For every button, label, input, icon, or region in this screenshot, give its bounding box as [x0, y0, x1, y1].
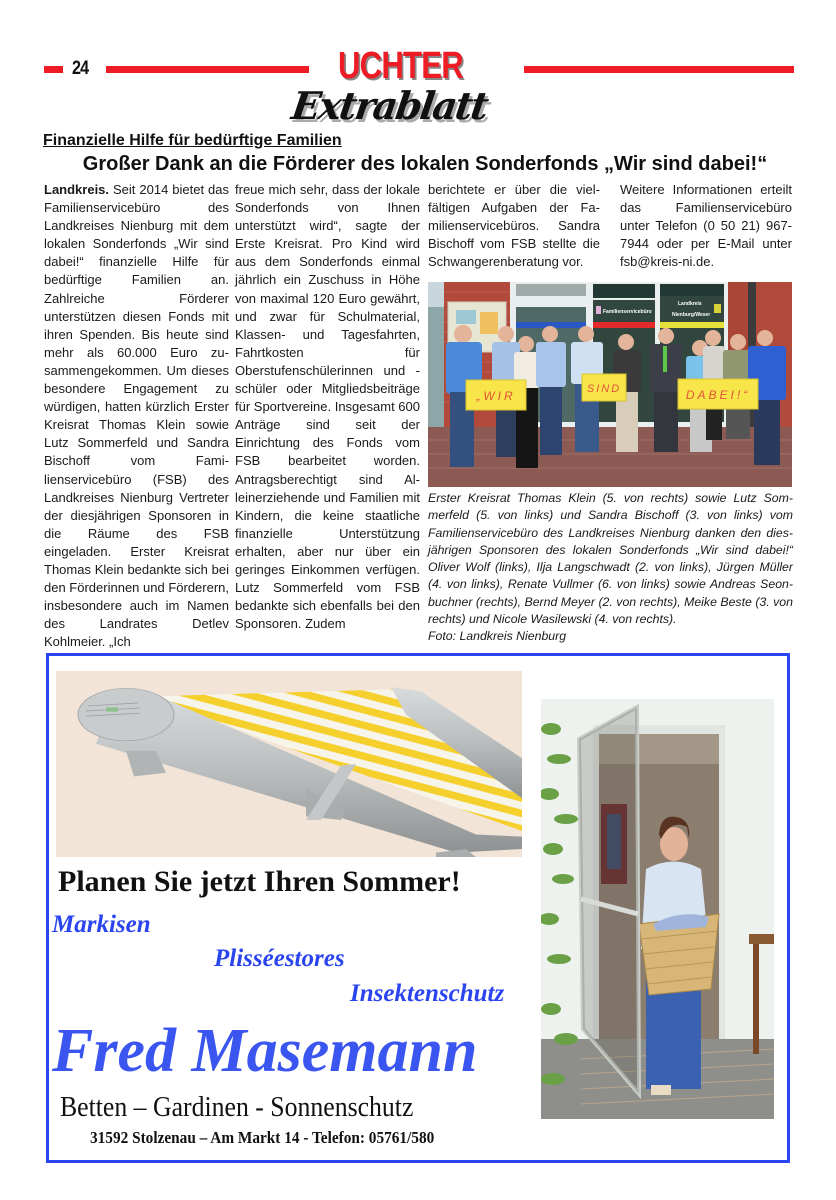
logo-extrablatt: Extrablatt [288, 83, 490, 128]
ad-company-name: Fred Masemann [52, 1017, 478, 1085]
article-column-2 [235, 181, 420, 633]
sign-familienservicebuero: Familienservicebüro [603, 309, 652, 315]
headline-text: Großer Dank an die Förderer des lokalen Sonderfonds „Wir sind dabei!“ [82, 153, 768, 175]
ad-product-insektenschutz: Insektenschutz [350, 980, 505, 1007]
photo-credit: Foto: Landkreis Nienburg [428, 629, 567, 644]
header-rule-right [524, 66, 794, 73]
door-illustration [541, 699, 774, 1119]
ad-product-plisseestores: Plisséestores [214, 945, 345, 972]
logo-uchter: UCHTER [338, 45, 463, 87]
group-photo-illustration [428, 282, 792, 487]
article-column-1 [44, 181, 229, 651]
insect-screen-door-image [541, 699, 774, 1119]
article-column-3 [428, 181, 600, 271]
placard-wir-text: „WIR [476, 389, 516, 403]
sign-nienburg: Nienburg/Weser [672, 312, 711, 318]
placard-sind-text: SIND [586, 383, 622, 395]
photo-caption [428, 490, 793, 646]
ad-product-markisen: Markisen [52, 911, 151, 938]
ad-tagline: Betten – Gardinen - Sonnenschutz [60, 1092, 414, 1123]
dateline: Landkreis. [44, 182, 110, 197]
sign-landkreis: Landkreis [678, 301, 702, 307]
ad-headline: Planen Sie jetzt Ihren Sommer! [58, 865, 461, 898]
column-1-text: Seit 2014 bietet das Familienservicebüro des Landkreises Nienburg mit dem lokalen Sonderfonds „Wir sind dabei!“ finanzielle Hilfe für bedürftige Familien an. Zahlreiche Förderer unterstützen diesen Fonds mit ihren Spenden. Bis heute sind mehr als 60.000 Euro zusammengekommen. Um dieses besondere Engagement zu würdigen, hatten kürzlich Erster Kreisrat Thomas Klein sowie Lutz Sommerfeld und Sandra Bischoff vom Familienservicebüro (FSB) des Landkreises Nienburg Vertreter der diesjährigen Sponsoren in die Räume des FSB eingeladen. Erster Kreisrat Thomas Klein bedankte sich bei den Förderinnen und Förderern, insbesondere auch im Namen des Landrates Detlev Kohlmeier. „Ich [44, 182, 230, 650]
ad-address: 31592 Stolzenau – Am Markt 14 - Telefon: 05761/580 [90, 1128, 435, 1147]
article-headline [0, 152, 836, 176]
placard-dabei-text: DABEI!“ [685, 388, 751, 402]
article-kicker: Finanzielle Hilfe für bedürftige Familien [43, 132, 342, 149]
column-3-text: berichtete er über die vielfältigen Aufgaben der Familienservicebüros. Sandra Bischoff vom FSB stellte die Schwangerenberatung vor. [428, 182, 600, 270]
page-number: 24 [72, 58, 89, 79]
column-4-text: Weitere Informationen erteilt das Familienservicebüro unter Telefon (0 50 21) 967-7944 oder per E-Mail unter fsb@kreis-ni.de. [620, 182, 792, 270]
awning-illustration [56, 671, 522, 857]
caption-text: Erster Kreisrat Thomas Klein (5. von rechts) sowie Lutz Sommerfeld (5. von links) und Sandra Bischoff (3. von links) vom Familienservicebüro des Landkreises Nienburg danken den diesjährigen Sponsoren des lokalen Sonderfonds „Wir sind dabei!“ Oliver Wolf (links), Ilja Langschwadt (2. von links), Jürgen Müller (4. von links), Renate Vullmer (6. von links) sowie Andreas Seonbuchner (rechts), Bernd Meyer (2. von rechts), Meike Beste (3. von rechts) und Nicole Wasilewski (4. von rechts). [428, 491, 793, 627]
column-2-text: freue mich sehr, dass der lokale Sonderfonds von Ihnen unterstützt wird“, sagte der Erste Kreisrat. Pro Kind wird aus dem Sonderfonds einmal jährlich ein Zuschuss in Höhe von maximal 120 Euro gewährt, und zwar für Schulmaterial, Klassen- und Tagesfahrten, Fahrtkosten für Oberstufenschülerinnen und -schüler oder Mitgliedsbeiträge für Sportvereine. Insgesamt 600 Anträge sind seit der Einrichtung des Fonds vom FSB bearbeitet worden. Antragsberechtigt sind Alleinerziehende und Familien mit Kindern, die keine staatliche finanzielle Unterstützung erhalten, aber nur über ein geringes Einkommen verfügen. Lutz Sommerfeld vom FSB bedankte sich ebenfalls bei den Sponsoren. Zudem [235, 182, 420, 632]
header-rule-left-short [44, 66, 63, 73]
article-column-4 [620, 181, 792, 271]
awning-image [56, 671, 522, 857]
header-rule-left [106, 66, 309, 73]
group-photo [428, 282, 792, 487]
